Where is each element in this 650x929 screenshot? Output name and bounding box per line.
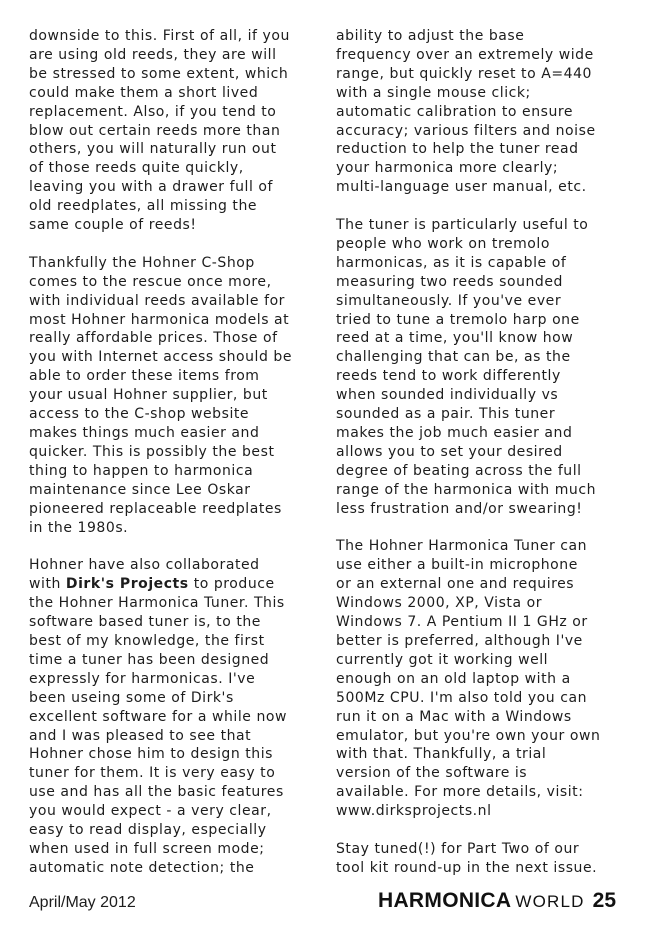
text-line: comes to the rescue once more, bbox=[29, 273, 272, 290]
text-line: Windows 7. A Pentium II 1 GHz or bbox=[336, 614, 588, 631]
text-line: software based tuner is, to the bbox=[29, 614, 261, 631]
text-line: access to the C-shop website bbox=[29, 406, 250, 423]
text-line: really affordable prices. Those of bbox=[29, 330, 278, 347]
text-line: harmonicas, as it is capable of bbox=[336, 254, 567, 271]
text-line: The tuner is particularly useful to bbox=[336, 217, 589, 234]
text-segment: with bbox=[29, 576, 66, 593]
text-line: expressly for harmonicas. I've bbox=[29, 670, 256, 687]
text-line: tried to tune a tremolo harp one bbox=[336, 311, 580, 328]
text-line: most Hohner harmonica models at bbox=[29, 311, 290, 328]
text-line: the Hohner Harmonica Tuner. This bbox=[29, 595, 285, 612]
text-line: of those reeds quite quickly, bbox=[29, 160, 244, 177]
text-line: degree of beating across the full bbox=[336, 462, 582, 479]
text-line: use and has all the basic features bbox=[29, 784, 284, 801]
text-line: in the 1980s. bbox=[29, 519, 129, 536]
magazine-footer bbox=[378, 889, 616, 913]
text-line: challenging that can be, as the bbox=[336, 349, 571, 366]
text-line: The Hohner Harmonica Tuner can bbox=[336, 538, 588, 555]
text-line: reeds tend to work differently bbox=[336, 368, 561, 385]
text-line: run it on a Mac with a Windows bbox=[336, 708, 572, 725]
right-column bbox=[336, 27, 628, 878]
text-line: or an external one and requires bbox=[336, 576, 575, 593]
text-line: less frustration and/or swearing! bbox=[336, 500, 583, 517]
text-line: currently got it working well bbox=[336, 651, 549, 668]
magazine-name-bold: HARMONICA bbox=[378, 889, 512, 912]
text-line: you with Internet access should be bbox=[29, 349, 293, 366]
left-column bbox=[29, 27, 321, 878]
paragraph-tuner-features bbox=[336, 27, 628, 197]
text-line: makes the job much easier and bbox=[336, 425, 573, 442]
text-line: time a tuner has been designed bbox=[29, 651, 270, 668]
text-line bbox=[29, 575, 321, 594]
text-line: your usual Hohner supplier, but bbox=[29, 387, 268, 404]
text-line: measuring two reeds sounded bbox=[336, 273, 563, 290]
paragraph-stay-tuned bbox=[336, 840, 628, 878]
text-line: with individual reeds available for bbox=[29, 292, 285, 309]
text-line: sounded as a pair. This tuner bbox=[336, 406, 556, 423]
text-line: reed at a time, you'll know how bbox=[336, 330, 574, 347]
text-line: excellent software for a while now bbox=[29, 708, 287, 725]
text-line: old reedplates, all missing the bbox=[29, 198, 258, 215]
text-line: you would expect - a very clear, bbox=[29, 803, 272, 820]
text-line: leaving you with a drawer full of bbox=[29, 179, 273, 196]
text-line: and I was pleased to see that bbox=[29, 727, 252, 744]
magazine-name-light: WORLD bbox=[515, 892, 585, 911]
text-line: better is preferred, although I've bbox=[336, 632, 583, 649]
text-line: others, you will naturally run out bbox=[29, 141, 277, 158]
paragraph-reeds-downside bbox=[29, 27, 321, 235]
text-line: makes things much easier and bbox=[29, 425, 260, 442]
text-line: Hohner chose him to design this bbox=[29, 746, 273, 763]
text-line: multi-language user manual, etc. bbox=[336, 179, 587, 196]
text-line: replacement. Also, if you tend to bbox=[29, 103, 277, 120]
text-line: been useing some of Dirk's bbox=[29, 689, 234, 706]
text-line: automatic note detection; the bbox=[29, 859, 255, 876]
text-line: able to order these items from bbox=[29, 368, 260, 385]
issue-date: April/May 2012 bbox=[29, 894, 136, 911]
text-line: allows you to set your desired bbox=[336, 443, 563, 460]
text-line: automatic calibration to ensure bbox=[336, 103, 574, 120]
text-line: be stressed to some extent, which bbox=[29, 65, 289, 82]
text-line: Thankfully the Hohner C-Shop bbox=[29, 254, 255, 271]
text-line: available. For more details, visit: bbox=[336, 784, 584, 801]
text-line: could make them a short lived bbox=[29, 84, 259, 101]
text-line: downside to this. First of all, if you bbox=[29, 28, 290, 44]
text-line: with a single mouse click; bbox=[336, 84, 531, 101]
text-segment: to produce bbox=[188, 576, 275, 593]
text-line: easy to read display, especially bbox=[29, 822, 267, 839]
text-line: blow out certain reeds more than bbox=[29, 122, 281, 139]
text-line: your harmonica more clearly; bbox=[336, 160, 559, 177]
text-line: when used in full screen mode; bbox=[29, 840, 265, 857]
paragraph-tremolo bbox=[336, 216, 628, 519]
text-line: ability to adjust the base bbox=[336, 28, 525, 44]
dirks-projects-bold: Dirk's Projects bbox=[65, 576, 189, 593]
paragraph-c-shop bbox=[29, 254, 321, 538]
text-line: frequency over an extremely wide bbox=[336, 46, 594, 63]
text-line: when sounded individually vs bbox=[336, 387, 559, 404]
text-line: pioneered replaceable reedplates bbox=[29, 500, 282, 517]
text-line: reduction to help the tuner read bbox=[336, 141, 579, 158]
text-line: 500Mz CPU. I'm also told you can bbox=[336, 689, 588, 706]
text-line: version of the software is bbox=[336, 765, 528, 782]
paragraph-requirements bbox=[336, 537, 628, 821]
text-line: best of my knowledge, the first bbox=[29, 632, 265, 649]
text-line: thing to happen to harmonica bbox=[29, 462, 254, 479]
text-line: range of the harmonica with much bbox=[336, 481, 597, 498]
website-url: www.dirksprojects.nl bbox=[336, 803, 492, 820]
text-line: Stay tuned(!) for Part Two of our bbox=[336, 840, 580, 857]
text-line: use either a built-in microphone bbox=[336, 557, 578, 574]
text-line: range, but quickly reset to A=440 bbox=[336, 65, 592, 82]
text-line: same couple of reeds! bbox=[29, 217, 197, 234]
text-line: emulator, but you're own your own bbox=[336, 727, 601, 744]
text-line: maintenance since Lee Oskar bbox=[29, 481, 251, 498]
text-line: tool kit round-up in the next issue. bbox=[336, 859, 598, 876]
text-line: quicker. This is possibly the best bbox=[29, 443, 275, 460]
text-line: people who work on tremolo bbox=[336, 235, 550, 252]
text-line: enough on an old laptop with a bbox=[336, 670, 571, 687]
page-number: 25 bbox=[592, 889, 616, 912]
text-line: simultaneously. If you've ever bbox=[336, 292, 562, 309]
text-line: accuracy; various filters and noise bbox=[336, 122, 596, 139]
text-line: are using old reeds, they are will bbox=[29, 46, 277, 63]
text-line: tuner for them. It is very easy to bbox=[29, 765, 276, 782]
paragraph-dirks-projects bbox=[29, 556, 321, 877]
text-line: with that. Thankfully, a trial bbox=[336, 746, 547, 763]
text-line: Hohner have also collaborated bbox=[29, 557, 260, 574]
text-line: Windows 2000, XP, Vista or bbox=[336, 595, 542, 612]
